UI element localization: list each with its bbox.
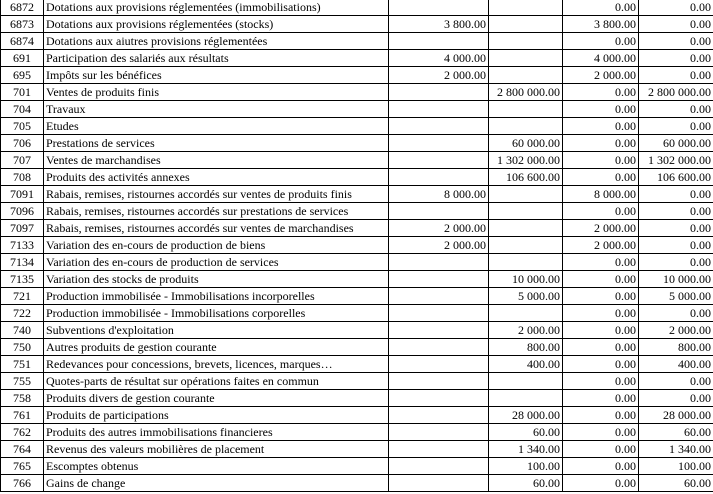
table-row	[1, 441, 713, 458]
credit-amount	[489, 305, 563, 322]
debit-amount	[389, 458, 489, 475]
balance-debit: 0.00	[563, 0, 639, 16]
account-label: Dotations aux provisions réglementées (immobilisations)	[44, 0, 389, 16]
debit-amount: 2 000.00	[389, 237, 489, 254]
credit-amount: 28 000.00	[489, 407, 563, 424]
debit-amount	[389, 475, 489, 492]
balance-debit: 0.00	[563, 271, 639, 288]
balance-credit: 0.00	[639, 186, 713, 203]
balance-credit: 5 000.00	[639, 288, 713, 305]
balance-credit: 0.00	[639, 254, 713, 271]
debit-amount	[389, 152, 489, 169]
balance-credit: 0.00	[639, 16, 713, 33]
balance-credit: 0.00	[639, 237, 713, 254]
credit-amount	[489, 67, 563, 84]
account-code: 721	[1, 288, 44, 305]
account-code: 765	[1, 458, 44, 475]
table-row	[1, 0, 713, 16]
balance-debit: 0.00	[563, 203, 639, 220]
balance-credit: 0.00	[639, 0, 713, 16]
account-code: 7133	[1, 237, 44, 254]
debit-amount	[389, 84, 489, 101]
debit-amount	[389, 135, 489, 152]
table-row	[1, 118, 713, 135]
credit-amount	[489, 0, 563, 16]
account-label: Escomptes obtenus	[44, 458, 389, 475]
credit-amount: 2 000.00	[489, 322, 563, 339]
account-code: 722	[1, 305, 44, 322]
table-row	[1, 390, 713, 407]
account-label: Variation des stocks de produits	[44, 271, 389, 288]
credit-amount: 106 600.00	[489, 169, 563, 186]
balance-debit: 0.00	[563, 135, 639, 152]
account-label: Dotations aux aiutres provisions réglementées	[44, 33, 389, 50]
credit-amount: 60 000.00	[489, 135, 563, 152]
debit-amount	[389, 407, 489, 424]
balance-credit: 0.00	[639, 118, 713, 135]
balance-debit: 0.00	[563, 33, 639, 50]
table-row	[1, 186, 713, 203]
account-code: 707	[1, 152, 44, 169]
debit-amount	[389, 305, 489, 322]
debit-amount: 4 000.00	[389, 50, 489, 67]
balance-credit: 100.00	[639, 458, 713, 475]
balance-debit: 0.00	[563, 118, 639, 135]
table-row	[1, 339, 713, 356]
table-row	[1, 67, 713, 84]
balance-credit: 2 800 000.00	[639, 84, 713, 101]
account-code: 740	[1, 322, 44, 339]
debit-amount	[389, 33, 489, 50]
balance-credit: 28 000.00	[639, 407, 713, 424]
credit-amount	[489, 118, 563, 135]
table-row	[1, 50, 713, 67]
account-label: Rabais, remises, ristournes accordés sur ventes de marchandises	[44, 220, 389, 237]
balance-debit: 0.00	[563, 356, 639, 373]
balance-credit: 1 302 000.00	[639, 152, 713, 169]
table-row	[1, 84, 713, 101]
credit-amount	[489, 186, 563, 203]
credit-amount: 800.00	[489, 339, 563, 356]
balance-credit: 0.00	[639, 101, 713, 118]
balance-debit: 3 800.00	[563, 16, 639, 33]
balance-debit: 0.00	[563, 288, 639, 305]
credit-amount: 100.00	[489, 458, 563, 475]
table-row	[1, 33, 713, 50]
debit-amount	[389, 441, 489, 458]
debit-amount	[389, 254, 489, 271]
account-code: 750	[1, 339, 44, 356]
account-label: Quotes-parts de résultat sur opérations faites en commun	[44, 373, 389, 390]
credit-amount: 60.00	[489, 424, 563, 441]
account-code: 6872	[1, 0, 44, 16]
credit-amount: 400.00	[489, 356, 563, 373]
account-label: Subventions d'exploitation	[44, 322, 389, 339]
debit-amount: 2 000.00	[389, 220, 489, 237]
account-label: Production immobilisée - Immobilisations incorporelles	[44, 288, 389, 305]
account-code: 691	[1, 50, 44, 67]
account-label: Dotations aux provisions réglementées (stocks)	[44, 16, 389, 33]
debit-amount: 3 800.00	[389, 16, 489, 33]
balance-debit: 0.00	[563, 101, 639, 118]
balance-debit: 0.00	[563, 339, 639, 356]
table-row	[1, 254, 713, 271]
credit-amount: 1 340.00	[489, 441, 563, 458]
balance-credit: 0.00	[639, 33, 713, 50]
balance-credit: 0.00	[639, 305, 713, 322]
credit-amount	[489, 33, 563, 50]
account-code: 755	[1, 373, 44, 390]
account-label: Travaux	[44, 101, 389, 118]
debit-amount	[389, 271, 489, 288]
account-code: 762	[1, 424, 44, 441]
credit-amount: 10 000.00	[489, 271, 563, 288]
account-code: 7097	[1, 220, 44, 237]
balance-debit: 2 000.00	[563, 67, 639, 84]
balance-debit: 0.00	[563, 84, 639, 101]
balance-debit: 0.00	[563, 407, 639, 424]
balance-credit: 60.00	[639, 424, 713, 441]
account-label: Impôts sur les bénéfices	[44, 67, 389, 84]
account-code: 7134	[1, 254, 44, 271]
account-code: 704	[1, 101, 44, 118]
account-code: 706	[1, 135, 44, 152]
balance-debit: 0.00	[563, 390, 639, 407]
balance-credit: 0.00	[639, 203, 713, 220]
account-code: 6874	[1, 33, 44, 50]
debit-amount	[389, 288, 489, 305]
balance-debit: 0.00	[563, 424, 639, 441]
credit-amount	[489, 390, 563, 407]
debit-amount	[389, 101, 489, 118]
account-code: 6873	[1, 16, 44, 33]
account-code: 758	[1, 390, 44, 407]
account-code: 7096	[1, 203, 44, 220]
account-label: Rabais, remises, ristournes accordés sur prestations de services	[44, 203, 389, 220]
balance-debit: 0.00	[563, 305, 639, 322]
credit-amount: 60.00	[489, 475, 563, 492]
account-label: Redevances pour concessions, brevets, licences, marques…	[44, 356, 389, 373]
balance-debit: 2 000.00	[563, 237, 639, 254]
balance-debit: 0.00	[563, 322, 639, 339]
credit-amount	[489, 50, 563, 67]
account-label: Produits des activités annexes	[44, 169, 389, 186]
balance-credit: 60 000.00	[639, 135, 713, 152]
debit-amount	[389, 322, 489, 339]
account-label: Produits de participations	[44, 407, 389, 424]
account-label: Ventes de produits finis	[44, 84, 389, 101]
balance-credit: 2 000.00	[639, 322, 713, 339]
table-row	[1, 271, 713, 288]
debit-amount	[389, 169, 489, 186]
table-row	[1, 203, 713, 220]
account-label: Production immobilisée - Immobilisations corporelles	[44, 305, 389, 322]
account-label: Ventes de marchandises	[44, 152, 389, 169]
account-label: Rabais, remises, ristournes accordés sur ventes de produits finis	[44, 186, 389, 203]
account-label: Revenus des valeurs mobilières de placement	[44, 441, 389, 458]
balance-credit: 0.00	[639, 67, 713, 84]
table-row	[1, 220, 713, 237]
credit-amount	[489, 254, 563, 271]
debit-amount: 8 000.00	[389, 186, 489, 203]
debit-amount	[389, 424, 489, 441]
table-row	[1, 16, 713, 33]
account-label: Etudes	[44, 118, 389, 135]
account-code: 751	[1, 356, 44, 373]
balance-credit: 10 000.00	[639, 271, 713, 288]
balance-debit: 0.00	[563, 373, 639, 390]
credit-amount	[489, 101, 563, 118]
account-label: Produits divers de gestion courante	[44, 390, 389, 407]
credit-amount: 2 800 000.00	[489, 84, 563, 101]
balance-debit: 0.00	[563, 254, 639, 271]
table-row	[1, 356, 713, 373]
credit-amount: 1 302 000.00	[489, 152, 563, 169]
table-row	[1, 407, 713, 424]
table-row	[1, 475, 713, 492]
debit-amount	[389, 390, 489, 407]
account-code: 7091	[1, 186, 44, 203]
account-code: 705	[1, 118, 44, 135]
table-row	[1, 424, 713, 441]
balance-debit: 0.00	[563, 475, 639, 492]
account-label: Variation des en-cours de production de services	[44, 254, 389, 271]
account-code: 766	[1, 475, 44, 492]
balance-debit: 4 000.00	[563, 50, 639, 67]
table-row	[1, 373, 713, 390]
table-row	[1, 458, 713, 475]
account-code: 701	[1, 84, 44, 101]
account-code: 695	[1, 67, 44, 84]
balance-debit: 2 000.00	[563, 220, 639, 237]
credit-amount	[489, 220, 563, 237]
table-row	[1, 322, 713, 339]
debit-amount	[389, 373, 489, 390]
balance-debit: 0.00	[563, 441, 639, 458]
account-code: 708	[1, 169, 44, 186]
account-label: Autres produits de gestion courante	[44, 339, 389, 356]
debit-amount: 2 000.00	[389, 67, 489, 84]
table-row	[1, 135, 713, 152]
table-row	[1, 305, 713, 322]
account-label: Variation des en-cours de production de biens	[44, 237, 389, 254]
balance-credit: 0.00	[639, 50, 713, 67]
balance-credit: 60.00	[639, 475, 713, 492]
debit-amount	[389, 356, 489, 373]
credit-amount	[489, 16, 563, 33]
account-label: Gains de change	[44, 475, 389, 492]
balance-credit: 400.00	[639, 356, 713, 373]
balance-credit: 0.00	[639, 220, 713, 237]
account-label: Produits des autres immobilisations financieres	[44, 424, 389, 441]
debit-amount	[389, 339, 489, 356]
account-code: 761	[1, 407, 44, 424]
account-code: 764	[1, 441, 44, 458]
debit-amount	[389, 118, 489, 135]
table-row	[1, 288, 713, 305]
balance-credit: 800.00	[639, 339, 713, 356]
balance-credit: 0.00	[639, 390, 713, 407]
credit-amount: 5 000.00	[489, 288, 563, 305]
debit-amount	[389, 0, 489, 16]
table-row	[1, 169, 713, 186]
balance-debit: 0.00	[563, 458, 639, 475]
credit-amount	[489, 237, 563, 254]
balance-debit: 0.00	[563, 169, 639, 186]
table-row	[1, 152, 713, 169]
credit-amount	[489, 373, 563, 390]
balance-debit: 8 000.00	[563, 186, 639, 203]
ledger-body	[1, 0, 713, 492]
balance-credit: 106 600.00	[639, 169, 713, 186]
account-label: Participation des salariés aux résultats	[44, 50, 389, 67]
balance-debit: 0.00	[563, 152, 639, 169]
account-code: 7135	[1, 271, 44, 288]
table-row	[1, 101, 713, 118]
credit-amount	[489, 203, 563, 220]
debit-amount	[389, 203, 489, 220]
balance-credit: 1 340.00	[639, 441, 713, 458]
balance-credit: 0.00	[639, 373, 713, 390]
account-label: Prestations de services	[44, 135, 389, 152]
table-row	[1, 237, 713, 254]
